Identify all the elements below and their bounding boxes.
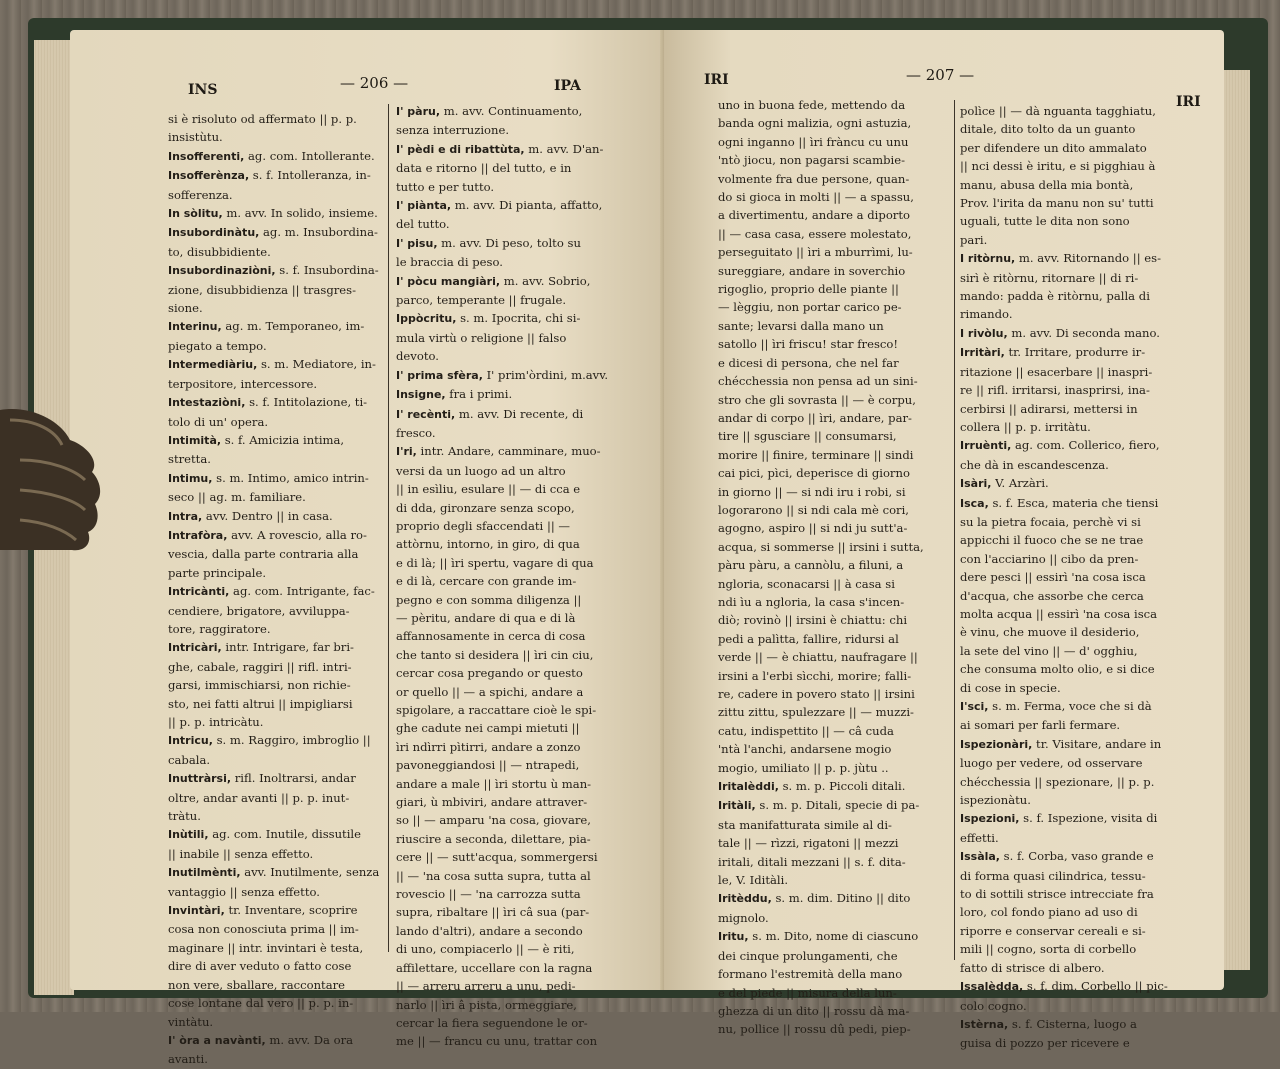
dictionary-line: le, V. Iditàli. (718, 873, 789, 888)
dictionary-line: manu, abusa della mia bontà, (960, 177, 1134, 192)
dictionary-line: to di sottili strisce intrecciate fra (960, 887, 1154, 902)
dictionary-line: dire di aver veduto o fatto cose (168, 959, 352, 974)
dictionary-line: loro, col fondo piano ad uso di (960, 905, 1138, 920)
dictionary-line: Irruènti, ag. com. Collerico, fiero, (960, 438, 1160, 453)
dictionary-line: a divertimentu, andare a diporto (718, 208, 910, 223)
dictionary-line: re || rifl. irritarsi, inasprirsi, ina- (960, 383, 1150, 398)
dictionary-line: sta manifatturata simile al di- (718, 817, 892, 832)
bronze-hand-figure (0, 400, 110, 560)
dictionary-line: uno in buona fede, mettendo da (718, 98, 906, 112)
dictionary-line: nu, pollice || rossu dû pedi, piep- (718, 1022, 911, 1037)
right-header-left: IRI (704, 72, 729, 88)
dictionary-line: agogno, aspiro || si ndi ju sutt'a- (718, 521, 908, 536)
dictionary-line: Ispezioni, s. f. Ispezione, visita di (960, 811, 1158, 826)
dictionary-line: rimando. (960, 307, 1013, 322)
dictionary-line: oltre, andar avanti || p. p. inut- (168, 790, 350, 805)
dictionary-line: lando d'altri), andare a secondo (396, 923, 583, 938)
dictionary-line: Insofferènza, s. f. Intolleranza, in- (168, 168, 371, 183)
dictionary-line: tale || — rìzzi, rigatoni || mezzi (718, 836, 899, 851)
dictionary-line: collera || p. p. irritàtu. (960, 419, 1091, 434)
dictionary-line: cose lontane dal vero || p. p. in- (168, 996, 354, 1011)
dictionary-line: Intermediàriu, s. m. Mediatore, in- (168, 357, 376, 372)
dictionary-line: dei cinque prolungamenti, che (718, 948, 898, 963)
dictionary-line: cabala. (168, 752, 211, 767)
dictionary-line: I' prima sfèra, I' prim'òrdini, m.avv. (396, 367, 609, 382)
dictionary-line: perseguitato || ìri a mburrìmi, lu- (718, 245, 913, 260)
dictionary-line: rigoglio, proprio delle piante || (718, 282, 899, 297)
dictionary-line: Insofferenti, ag. com. Intollerante. (168, 148, 375, 163)
dictionary-line: molta acqua || essirì 'na cosa isca (960, 606, 1158, 621)
dictionary-line: narlo || ìri â pista, ormeggiare, (396, 997, 577, 1012)
dictionary-line: pari. (960, 232, 988, 247)
dictionary-line: maginare || intr. invintari è testa, (168, 940, 364, 955)
dictionary-line: Iritalèddi, s. m. p. Piccoli ditali. (718, 779, 906, 794)
dictionary-line: ghe, cabale, raggiri || rifl. intri- (168, 659, 352, 674)
dictionary-line: andare a male || ìri stortu ù man- (396, 776, 592, 791)
dictionary-line: Prov. l'irita da manu non su' tutti (960, 196, 1154, 211)
dictionary-line: mignolo. (718, 910, 769, 925)
dictionary-line: Issalèdda, s. f. dim. Corbello || pic- (960, 979, 1168, 994)
dictionary-line: volmente fra due persone, quan- (718, 171, 910, 186)
dictionary-line: di forma quasi cilindrica, tessu- (960, 868, 1146, 883)
dictionary-line: Intricàri, intr. Intrigare, far bri- (168, 640, 354, 655)
dictionary-line: mogio, umiliato || p. p. jùtu .. (718, 760, 889, 775)
dictionary-line: Insubordinàtu, ag. m. Insubordina- (168, 225, 378, 240)
dictionary-line: I' pèdi e di ribattùta, m. avv. D'an- (396, 141, 604, 156)
dictionary-line: riuscire a seconda, dilettare, pia- (396, 831, 591, 846)
dictionary-line: guisa di pozzo per ricevere e (960, 1036, 1130, 1051)
dictionary-line: di cose in specie. (960, 680, 1061, 695)
dictionary-line: Iritu, s. m. Dito, nome di ciascuno (718, 929, 919, 944)
dictionary-line: parte principale. (168, 565, 267, 580)
dictionary-line: terpositore, intercessore. (168, 376, 318, 391)
dictionary-line: Intricu, s. m. Raggiro, imbroglio || (168, 733, 371, 748)
dictionary-line: e dicesi di persona, che nel far (718, 355, 899, 370)
dictionary-line: mili || cogno, sorta di corbello (960, 942, 1137, 957)
dictionary-line: che dà in escandescenza. (960, 457, 1109, 472)
left-page-column-1 (168, 110, 384, 1069)
dictionary-line: Insigne, fra i primi. (396, 387, 513, 402)
right-page-column-2 (960, 102, 1196, 1053)
dictionary-line: fatto di strisce di albero. (960, 960, 1105, 975)
dictionary-line: supra, ribaltare || ìri câ sua (par- (396, 905, 590, 920)
dictionary-line: I'ri, intr. Andare, camminare, muo- (396, 444, 601, 459)
dictionary-line: or quello || — a spichi, andare a (396, 684, 584, 699)
dictionary-line: zione, disubbidienza || trasgres- (168, 282, 357, 297)
dictionary-line: di dda, gironzare senza scopo, (396, 500, 575, 515)
dictionary-line: insistùtu. (168, 130, 223, 145)
dictionary-line: colo cogno. (960, 998, 1027, 1013)
left-page-number: — 206 — (340, 74, 409, 92)
dictionary-line: chécchessia non pensa ad un sini- (718, 374, 918, 389)
dictionary-line: ngloria, sconacarsi || à casa si (718, 576, 895, 591)
dictionary-line: effetti. (960, 830, 999, 845)
dictionary-line: 'ntò jiocu, non pagarsi scambie- (718, 153, 906, 168)
dictionary-line: luogo per vedere, od osservare (960, 756, 1143, 771)
dictionary-line: I'sci, s. m. Ferma, voce che si dà (960, 699, 1152, 713)
dictionary-line: I rivòlu, m. avv. Di seconda mano. (960, 325, 1160, 340)
dictionary-line: Interinu, ag. m. Temporaneo, im- (168, 319, 365, 334)
dictionary-line: ìri ndìrri pìtirri, andare a zonzo (396, 739, 581, 754)
dictionary-line: tràtu. (168, 809, 201, 824)
dictionary-line: andar di corpo || ìri, andare, par- (718, 410, 912, 425)
dictionary-line: cai pici, pìci, deperisce di giorno (718, 466, 910, 481)
dictionary-line: Iritàli, s. m. p. Ditali, specie di pa- (718, 798, 920, 813)
dictionary-line: ritazione || esacerbare || inaspri- (960, 364, 1153, 379)
dictionary-line: mula virtù o religione || falso (396, 330, 567, 345)
dictionary-line: Ispezionàri, tr. Visitare, andare in (960, 736, 1162, 751)
dictionary-line: ghe cadute nei campi mietuti || (396, 721, 580, 736)
dictionary-line: Intricànti, ag. com. Intrigante, fac- (168, 584, 375, 599)
dictionary-line: seco || ag. m. familiare. (168, 490, 306, 505)
dictionary-line: Intimità, s. f. Amicizia intima, (168, 432, 345, 447)
dictionary-line: sante; levarsi dalla mano un (718, 318, 884, 333)
dictionary-line: pavoneggiandosi || — ntrapedi, (396, 758, 580, 773)
dictionary-line: vintàtu. (168, 1014, 214, 1029)
dictionary-line: Inuttràrsi, rifl. Inoltrarsi, andar (168, 771, 356, 786)
dictionary-line: tire || sgusciare || consumarsi, (718, 429, 897, 444)
dictionary-line: parco, temperante || frugale. (396, 293, 567, 308)
dictionary-line: Insubordinaziòni, s. f. Insubordina- (168, 263, 379, 278)
right-column-rule (954, 100, 955, 960)
dictionary-line: I' pàru, m. avv. Continuamento, (396, 104, 583, 118)
dictionary-line: I' piànta, m. avv. Di pianta, affatto, (396, 198, 603, 213)
left-header-right: IPA (554, 78, 581, 94)
dictionary-line: || — casa casa, essere molestato, (718, 226, 912, 241)
dictionary-line: stro che gli sovrasta || — è corpu, (718, 392, 916, 407)
left-page-column-2 (396, 102, 634, 1051)
dictionary-line: tolo di un' opera. (168, 414, 269, 429)
dictionary-line: In sòlitu, m. avv. In solido, insieme. (168, 206, 378, 221)
dictionary-line: Issàla, s. f. Corba, vaso grande e (960, 849, 1154, 864)
right-page-column-1 (718, 96, 950, 1039)
dictionary-line: morire || finire, terminare || sindi (718, 447, 914, 462)
left-page (70, 30, 670, 1067)
dictionary-line: sione. (168, 301, 203, 316)
dictionary-line: formano l'estremità della mano (718, 967, 903, 982)
dictionary-line: || — 'na cosa sutta supra, tutta al (396, 868, 591, 883)
dictionary-line: è vinu, che muove il desiderio, (960, 625, 1140, 640)
dictionary-line: uguali, tutte le dita non sono (960, 214, 1130, 229)
dictionary-line: so || — amparu 'na cosa, giovare, (396, 813, 591, 828)
dictionary-line: ogni inganno || ìri fràncu cu unu (718, 134, 909, 149)
dictionary-line: che tanto si desidera || ìri cin ciu, (396, 647, 594, 662)
dictionary-line: — pèritu, andare di qua e di là (396, 610, 576, 625)
dictionary-line: 'ntà l'anchi, andarsene mogio (718, 742, 892, 757)
dictionary-line: affilettare, uccellare con la ragna (396, 960, 593, 975)
dictionary-line: diò; rovinò || irsini è chiattu: chi (718, 613, 908, 628)
dictionary-line: Isàri, V. Arzàri. (960, 476, 1049, 491)
dictionary-line: I' pisu, m. avv. Di peso, tolto su (396, 235, 581, 250)
left-header-left: INS (188, 82, 218, 98)
right-page-number: — 207 — (906, 66, 975, 84)
dictionary-line: to, disubbidiente. (168, 244, 271, 259)
dictionary-line: ndi ìu a ngloria, la casa s'incen- (718, 594, 905, 609)
dictionary-line: garsi, immischiarsi, non richie- (168, 678, 351, 693)
dictionary-line: I' recènti, m. avv. Di recente, di (396, 406, 584, 421)
dictionary-line: || — arreru arreru a unu, pedi- (396, 979, 576, 994)
dictionary-line: dere pesci || essirì 'na cosa isca (960, 570, 1146, 585)
dictionary-line: zittu zittu, spulezzare || — muzzi- (718, 705, 914, 720)
dictionary-line: che consuma molto olio, e si dice (960, 662, 1155, 677)
dictionary-line: cerbirsi || adirarsi, mettersi in (960, 401, 1138, 416)
dictionary-line: iritali, ditali mezzani || s. f. dita- (718, 854, 906, 869)
dictionary-line: la sete del vino || — d' ogghiu, (960, 643, 1138, 658)
dictionary-line: avanti. (168, 1052, 208, 1067)
dictionary-line: polìce || — dà nguanta tagghiatu, (960, 104, 1156, 118)
dictionary-line: giari, ù mbiviri, andare attraver- (396, 795, 588, 810)
dictionary-line: tutto e per tutto. (396, 179, 495, 194)
dictionary-line: stretta. (168, 452, 211, 467)
dictionary-line: vantaggio || senza effetto. (168, 884, 320, 899)
dictionary-line: su la pietra focaia, perchè vi si (960, 514, 1141, 529)
dictionary-line: Intestaziòni, s. f. Intitolazione, ti- (168, 395, 368, 410)
dictionary-line: I ritòrnu, m. avv. Ritornando || es- (960, 251, 1162, 266)
dictionary-line: mando: padda è ritòrnu, palla di (960, 289, 1150, 304)
dictionary-line: non vere, sballare, raccontare (168, 977, 346, 992)
dictionary-line: verde || — è chiattu, naufragare || (718, 650, 918, 665)
dictionary-line: Ippòcritu, s. m. Ipocrita, chi si- (396, 311, 581, 326)
dictionary-line: affannosamente in cerca di cosa (396, 629, 586, 644)
dictionary-line: logorarono || si ndi cala mè cori, (718, 502, 909, 517)
dictionary-line: Intrafòra, avv. A rovescio, alla ro- (168, 527, 367, 542)
dictionary-line: ispezionàtu. (960, 793, 1031, 808)
dictionary-line: le braccia di peso. (396, 255, 503, 270)
dictionary-line: Istèrna, s. f. Cisterna, luogo a (960, 1016, 1137, 1031)
dictionary-line: pegno e con somma diligenza || (396, 592, 582, 607)
dictionary-line: Inutilmènti, avv. Inutilmente, senza (168, 865, 380, 880)
dictionary-line: chécchessia || spezionare, || p. p. (960, 774, 1155, 789)
dictionary-line: acqua, si sommerse || irsini i sutta, (718, 539, 924, 554)
dictionary-line: Intimu, s. m. Intimo, amico intrin- (168, 470, 369, 485)
dictionary-line: sureggiare, andare in soverchio (718, 263, 906, 278)
dictionary-line: e di là, cercare con grande im- (396, 574, 577, 589)
dictionary-line: versi da un luogo ad un altro (396, 463, 566, 478)
dictionary-line: rovescio || — 'na carrozza sutta (396, 887, 581, 902)
dictionary-line: proprio degli sfaccendati || — (396, 518, 571, 533)
dictionary-line: ai somari per farli fermare. (960, 718, 1121, 733)
dictionary-line: d'acqua, che assorbe che cerca (960, 588, 1144, 603)
dictionary-line: spigolare, a raccattare cioè le spi- (396, 703, 597, 717)
dictionary-line: cendiere, brigatore, avviluppa- (168, 603, 350, 618)
dictionary-line: piegato a tempo. (168, 338, 267, 353)
dictionary-line: Isca, s. f. Esca, materia che tiensi (960, 495, 1159, 510)
dictionary-line: e del piede || misura della lun- (718, 985, 897, 1000)
right-header-right: IRI (1176, 94, 1201, 110)
dictionary-line: — lèggiu, non portar carico pe- (718, 300, 902, 315)
dictionary-line: me || — francu cu unu, trattar con (396, 1034, 598, 1049)
dictionary-line: senza interruzione. (396, 123, 510, 138)
dictionary-line: sto, nei fatti altrui || impigliarsi (168, 696, 353, 711)
dictionary-line: fresco. (396, 425, 436, 440)
dictionary-line: data e ritorno || del tutto, e in (396, 161, 572, 176)
dictionary-line: re, cadere in povero stato || irsini (718, 687, 915, 701)
dictionary-line: ditale, dito tolto da un guanto (960, 122, 1136, 137)
left-column-rule (388, 104, 389, 952)
dictionary-line: ghezza di un dito || rossu dà ma- (718, 1003, 910, 1018)
dictionary-line: irsini a l'erbi sìcchi, morire; falli- (718, 668, 912, 683)
dictionary-line: || inabile || senza effetto. (168, 846, 314, 861)
dictionary-line: banda ogni malizia, ogni astuzia, (718, 116, 912, 131)
dictionary-line: Intra, avv. Dentro || in casa. (168, 508, 333, 523)
dictionary-line: attòrnu, intorno, in giro, di qua (396, 537, 580, 552)
dictionary-line: catu, indispettito || — câ cuda (718, 723, 894, 738)
dictionary-line: satollo || ìri friscu! star fresco! (718, 337, 899, 352)
dictionary-line: devoto. (396, 349, 439, 364)
right-page (664, 30, 1224, 1051)
dictionary-line: cercar la fiera seguendone le or- (396, 1015, 588, 1030)
dictionary-line: vescia, dalla parte contraria alla (168, 547, 359, 562)
dictionary-line: pàru pàru, a cannòlu, a filuni, a (718, 558, 904, 573)
dictionary-line: in giorno || — si ndi iru i robi, si (718, 484, 906, 499)
dictionary-line: Irritàri, tr. Irritare, produrre ir- (960, 345, 1146, 360)
dictionary-line: Inùtili, ag. com. Inutile, dissutile (168, 827, 361, 842)
dictionary-line: || in esìliu, esulare || — di cca e (396, 482, 581, 497)
dictionary-line: del tutto. (396, 217, 450, 232)
dictionary-line: cercar cosa pregando or questo (396, 666, 583, 681)
dictionary-line: Invintàri, tr. Inventare, scoprire (168, 903, 358, 918)
dictionary-line: per difendere un dito ammalato (960, 140, 1147, 155)
dictionary-line: sofferenza. (168, 187, 233, 202)
dictionary-line: I' òra a navànti, m. avv. Da ora (168, 1032, 354, 1047)
dictionary-line: di uno, compiacerlo || — è riti, (396, 942, 575, 957)
dictionary-line: si è risoluto od affermato || p. p. (168, 112, 357, 126)
dictionary-line: cere || — sutt'acqua, sommergersi (396, 850, 598, 865)
dictionary-line: do si gioca in molti || — a spassu, (718, 190, 914, 205)
dictionary-line: sirì è ritòrnu, ritornare || di ri- (960, 270, 1139, 285)
dictionary-line: con l'acciarino || cibo da pren- (960, 551, 1139, 566)
dictionary-line: pedi a palìtta, fallire, ridursi al (718, 631, 899, 646)
dictionary-line: || nci dessi è iritu, e si pigghiau à (960, 159, 1156, 174)
dictionary-line: I' pòcu mangiàri, m. avv. Sobrio, (396, 273, 591, 288)
dictionary-line: tore, raggiratore. (168, 621, 271, 636)
dictionary-line: Iritèddu, s. m. dim. Ditino || dito (718, 891, 911, 906)
dictionary-line: cosa non conosciuta prima || im- (168, 922, 359, 937)
dictionary-line: appicchi il fuoco che se ne trae (960, 533, 1144, 548)
dictionary-line: || p. p. intricàtu. (168, 715, 264, 729)
dictionary-line: riporre e conservar cereali e si- (960, 923, 1146, 938)
dictionary-line: e di là; || ìri spertu, vagare di qua (396, 555, 594, 570)
